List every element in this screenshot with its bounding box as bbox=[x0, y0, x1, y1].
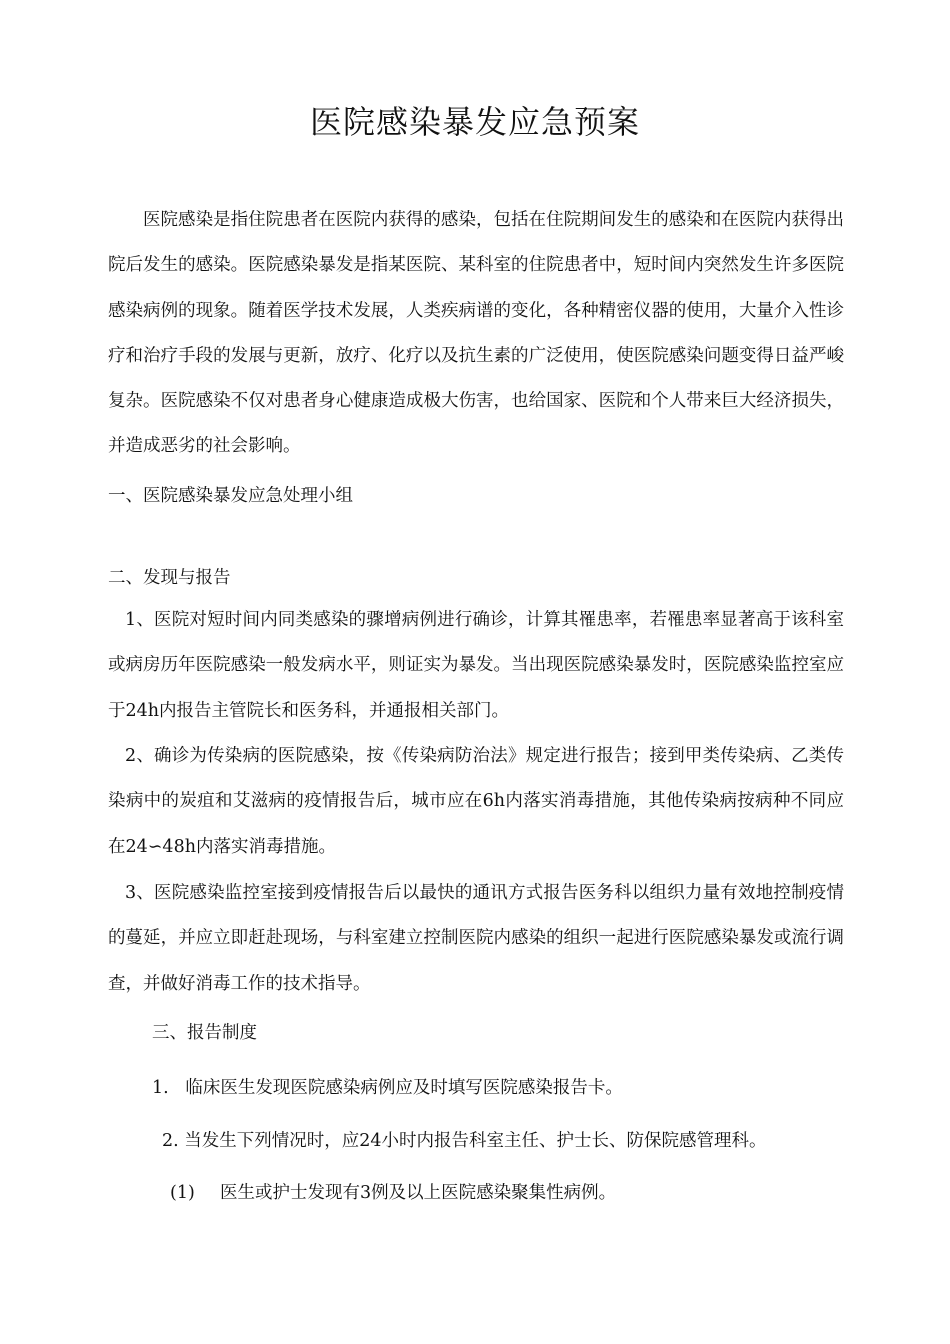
section-heading-3: 三、报告制度 bbox=[152, 1023, 257, 1043]
section3-item-2: 2. 当发生下列情况时，应24小时内报告科室主任、护士长、防保院感管理科。 bbox=[162, 1131, 767, 1151]
section3-sub-item-number: (1) bbox=[170, 1183, 195, 1203]
section2-item-2: 2、确诊为传染病的医院感染，按《传染病防治法》规定进行报告；接到甲类传染病、乙类传染病中的炭疽和艾滋病的疫情报告后，城市应在6h内落实消毒措施，其他传染病按病种不同应在24∽48h内落实消毒措施。 bbox=[108, 746, 844, 857]
intro-paragraph: 医院感染是指住院患者在医院内获得的感染，包括在住院期间发生的感染和在医院内获得出院后发生的感染。医院感染暴发是指某医院、某科室的住院患者中，短时间内突然发生许多医院感染病例的现象。随着医学技术发展，人类疾病谱的变化，各种精密仪器的使用，大量介入性诊疗和治疗手段的发展与更新，放疗、化疗以及抗生素的广泛使用，使医院感染问题变得日益严峻复杂。医院感染不仅对患者身心健康造成极大伤害，也给国家、医院和个人带来巨大经济损失，并造成恶劣的社会影响。 bbox=[108, 210, 844, 457]
section-heading-1: 一、医院感染暴发应急处理小组 bbox=[108, 486, 353, 506]
section3-sub-item-text: 医生或护士发现有3例及以上医院感染聚集性病例。 bbox=[220, 1183, 617, 1203]
document-title: 医院感染暴发应急预案 bbox=[309, 103, 640, 141]
section2-item-1: 1、医院对短时间内同类感染的骤增病例进行确诊，计算其罹患率，若罹患率显著高于该科室或病房历年医院感染一般发病水平，则证实为暴发。当出现医院感染暴发时，医院感染监控室应于24h内报告主管院长和医务科，并通报相关部门。 bbox=[108, 610, 844, 721]
section3-item-1: 1. 临床医生发现医院感染病例应及时填写医院感染报告卡。 bbox=[152, 1078, 623, 1098]
section2-item-3: 3、医院感染监控室接到疫情报告后以最快的通讯方式报告医务科以组织力量有效地控制疫情的蔓延，并应立即赶赴现场，与科室建立控制医院内感染的组织一起进行医院感染暴发或流行调查，并做好消毒工作的技术指导。 bbox=[108, 883, 844, 994]
section-heading-2: 二、发现与报告 bbox=[108, 568, 231, 588]
